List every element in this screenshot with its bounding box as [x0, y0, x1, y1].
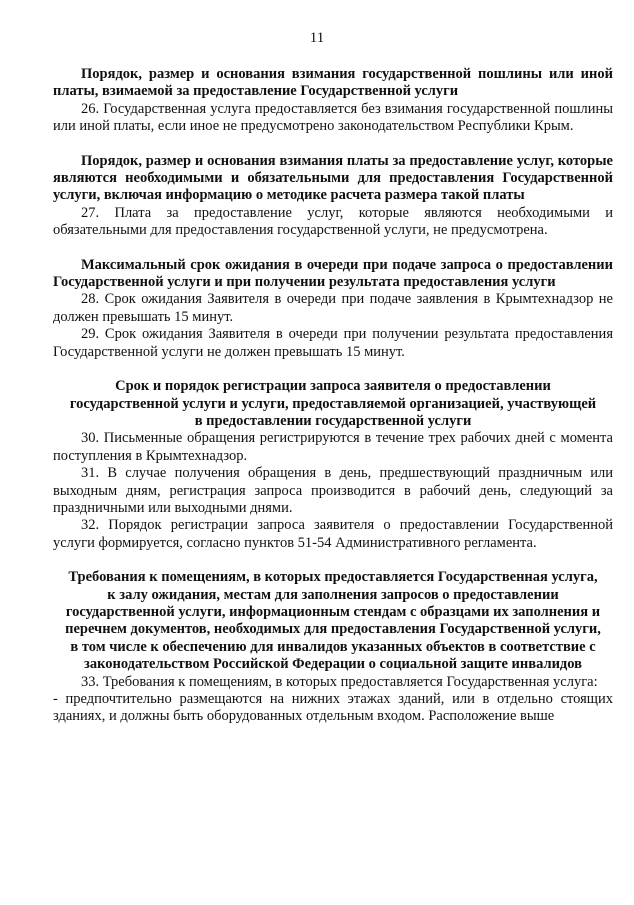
paragraph-29: 29. Срок ожидания Заявителя в очереди при получении результата предоставления Государственной услуги не должен превышать 15 минут. [53, 326, 613, 360]
page-number: 11 [309, 30, 325, 46]
paragraph-31: 31. В случае получения обращения в день, предшествующий праздничным или выходным дням, регистрация запроса производится в рабочий день, следующий за праздничными или выходными днями. [53, 465, 613, 516]
paragraph-32: 32. Порядок регистрации запроса заявителя о предоставлении Государственной услуги формируется, согласно пунктов 51-54 Административного регламента. [53, 517, 613, 551]
document-body [53, 66, 613, 726]
paragraph-27: 27. Плата за предоставление услуг, которые являются необходимыми и обязательными для предоставления государственной услуги, не предусмотрена. [53, 204, 613, 239]
section-heading: Требования к помещениям, в которых предоставляется Государственная услуга, к залу ожидания, местам для заполнения запросов о предоставлении государственной услуги, информационным стендам с образцами их заполнения и перечнем документов, необходимых для предоставления Государственной услуги, в том числе к обеспечению для инвалидов указанных объектов в соответствие с законодательством Российской Федерации о социальной защите инвалидов [65, 569, 601, 673]
paragraph-30: 30. Письменные обращения регистрируются в течение трех рабочих дней с момента поступления в Крымтехнадзор. [53, 430, 613, 464]
section-heading: Порядок, размер и основания взимания платы за предоставление услуг, которые являются необходимыми и обязательными для предоставления Государственной услуги, включая информацию о методике расчета размера такой платы [53, 152, 613, 204]
section-registration [53, 378, 613, 552]
section-heading: Срок и порядок регистрации запроса заявителя о предоставлении государственной услуги и услуги, предоставляемой организацией, участвующей в предоставлении государственной услуги [69, 378, 597, 429]
section-heading: Порядок, размер и основания взимания государственной пошлины или иной платы, взимаемой за предоставление Государственной услуги [53, 66, 613, 100]
section-heading: Максимальный срок ожидания в очереди при подаче запроса о предоставлении Государственной услуги и при получении результата предоставления услуги [53, 256, 613, 291]
section-state-fee [53, 66, 613, 136]
section-queue-time [53, 257, 613, 361]
section-service-fee [53, 153, 613, 240]
section-premises-requirements [53, 569, 613, 726]
list-item: - предпочтительно размещаются на нижних этажах зданий, или в отдельно стоящих зданиях, и должны быть оборудованных отдельным входом. Расположение выше [53, 691, 613, 725]
paragraph-28: 28. Срок ожидания Заявителя в очереди при подаче заявления в Крымтехнадзор не должен превышать 15 минут. [53, 291, 613, 325]
paragraph-26: 26. Государственная услуга предоставляется без взимания государственной пошлины или иной платы, если иное не предусмотрено законодательством Республики Крым. [53, 100, 613, 135]
paragraph-33: 33. Требования к помещениям, в которых предоставляется Государственная услуга: [81, 673, 598, 690]
